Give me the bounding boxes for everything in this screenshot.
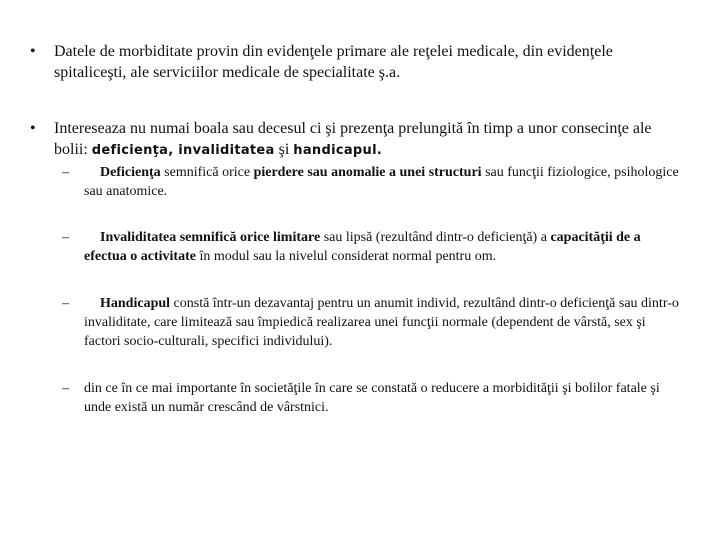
subitem-text (84, 228, 684, 266)
subitem-text (84, 163, 684, 201)
dash-mark: – (62, 296, 69, 311)
bold-terms: deficienţa, invaliditatea (91, 143, 275, 158)
bullet-text-mid: şi (274, 141, 294, 158)
dash-mark: – (62, 165, 69, 180)
subitem-part: constă într-un dezavantaj pentru un anumit individ, rezultând dintr-o deficienţă sau dintr-o invaliditate, care limitează sau împiedică realizarea unei funcţii normale (dependent de vârstă, sex şi factori socio-culturali, specifici individului). (84, 296, 679, 349)
term: Handicapul (100, 296, 171, 311)
subitem-part: sau funcţii fiziologice, psihologice sau anatomice. (84, 165, 679, 199)
bold-term-last: handicapul. (293, 143, 383, 158)
dash-mark: – (62, 381, 69, 396)
term: Invaliditatea semnifică orice limitare (100, 230, 321, 245)
bullet-text: Datele de morbiditate provin din evidenţele primare ale reţelei medicale, din evidenţele spitaliceşti, ale serviciilor medicale de specialitate ş.a. (54, 43, 613, 81)
subitem-part: semnifică orice (160, 165, 254, 180)
subitem-part: în modul sau la nivelul considerat normal pentru om. (195, 249, 497, 264)
bold-phrase: capacităţii de a efectua o activitate (84, 230, 641, 264)
subitem-text (84, 294, 684, 351)
dash-mark: – (62, 230, 69, 245)
subitem-text: din ce în ce mai importante în societăţile în care se constată o reducere a morbidităţii şi bolilor fatale şi unde există un număr crescând de vârstnici. (84, 381, 660, 415)
bullet-mark: • (30, 120, 36, 137)
bullet-mark: • (30, 43, 36, 60)
bullet-text-start: Intereseaza nu numai boala sau decesul ci şi prezenţa prelungită în timp a unor consecinţe ale bolii: (54, 120, 652, 158)
bold-phrase: pierdere sau anomalie a unei structuri (253, 165, 482, 180)
subitem-part: sau lipsă (rezultând dintr-o deficienţă) a (320, 230, 551, 245)
bullet-text (54, 118, 674, 161)
term: Deficienţa (100, 165, 161, 180)
